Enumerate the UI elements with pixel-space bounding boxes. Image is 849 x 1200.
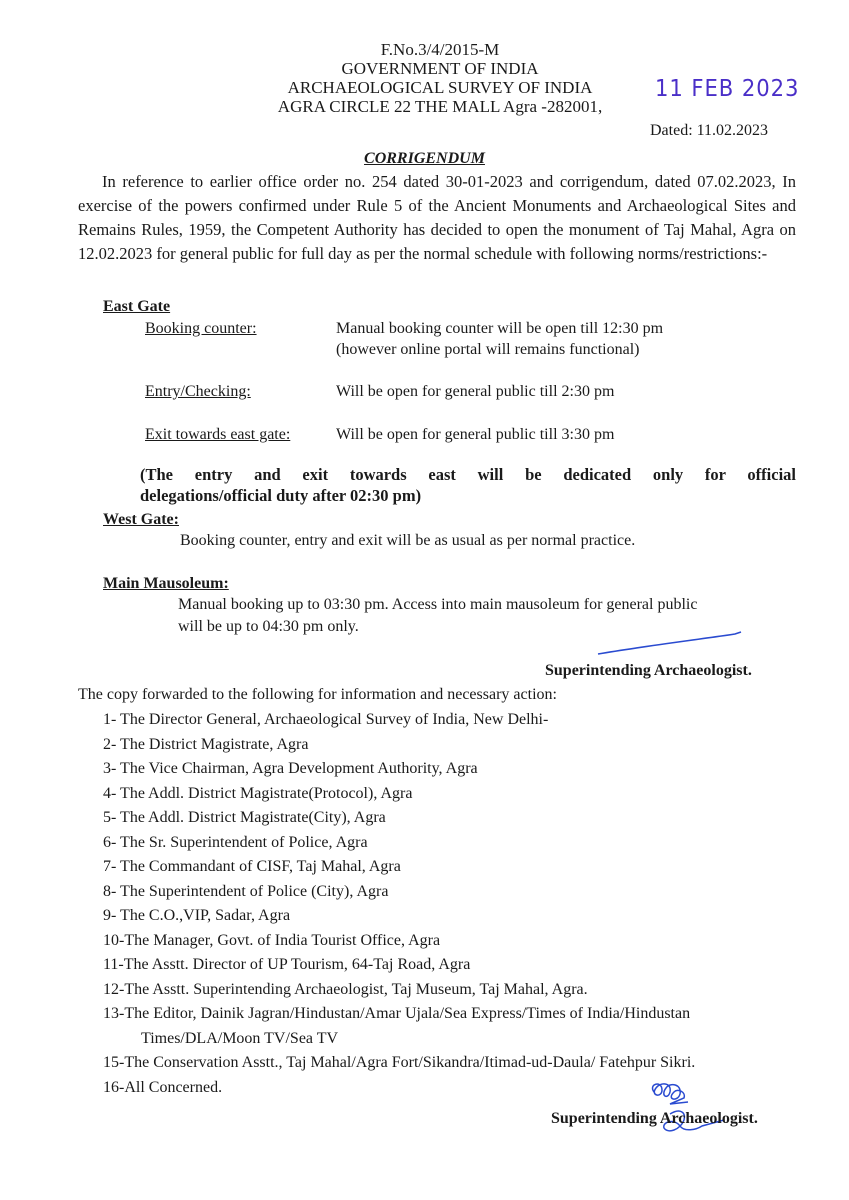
exit-east-gate-value: Will be open for general public till 3:30 pm <box>336 426 615 443</box>
copy-recipients-list <box>103 708 695 1100</box>
dated-line: Dated: 11.02.2023 <box>650 122 769 139</box>
file-number: F.No.3/4/2015-M <box>380 40 500 59</box>
list-item: 10-The Manager, Govt. of India Tourist Office, Agra <box>103 931 441 949</box>
list-item: 5- The Addl. District Magistrate(City), Agra <box>103 809 386 826</box>
list-item: 13-The Editor, Dainik Jagran/Hindustan/Amar Ujala/Sea Express/Times of India/Hindustan <box>103 1005 691 1022</box>
note-line-1: (The entry and exit towards east will be dedicated only for official <box>140 465 796 484</box>
list-item: 16-All Concerned. <box>103 1078 223 1096</box>
office-address: AGRA CIRCLE 22 THE MALL Agra -282001, <box>277 97 603 116</box>
signatory-title-2: Superintending Archaeologist. <box>551 1110 758 1127</box>
intro-paragraph: In reference to earlier office order no. 254 dated 30-01-2023 and corrigendum, dated 07.02.2023, In exercise of the powers confirmed under Rule 5 of the Ancient Monuments and Archaeological Sites and Remains Rules, 1959, the Competent Authority has decided to open the monument of Taj Mahal, Agra on 12.02.2023 for general public for full day as per the normal schedule with following norms/restrictions:- <box>78 172 796 263</box>
signature-stroke-1 <box>595 628 745 658</box>
entry-checking-label: Entry/Checking: <box>145 383 251 400</box>
east-gate-heading: East Gate <box>103 298 171 315</box>
list-item: 6- The Sr. Superintendent of Police, Agra <box>103 833 368 851</box>
signatory-title-1: Superintending Archaeologist. <box>545 662 752 679</box>
booking-counter-label: Booking counter: <box>145 320 257 337</box>
main-mausoleum-line-1: Manual booking up to 03:30 pm. Access into main mausoleum for general public <box>178 596 698 613</box>
exit-east-gate-label: Exit towards east gate: <box>145 426 291 443</box>
east-gate-restriction-note <box>140 464 796 506</box>
main-mausoleum-heading: Main Mausoleum: <box>103 575 229 592</box>
booking-counter-value: Manual booking counter will be open till 12:30 pm <box>336 320 664 337</box>
copy-intro: The copy forwarded to the following for information and necessary action: <box>78 686 557 703</box>
org-name: GOVERNMENT OF INDIA <box>341 59 539 78</box>
note-line-2: delegations/official duty after 02:30 pm) <box>140 486 422 505</box>
list-item: 2- The District Magistrate, Agra <box>103 735 309 753</box>
list-item: 1- The Director General, Archaeological Survey of India, New Delhi- <box>103 711 549 728</box>
west-gate-text: Booking counter, entry and exit will be as usual as per normal practice. <box>180 532 636 549</box>
date-stamp: 11 FEB 2023 <box>655 76 800 102</box>
list-item: 15-The Conservation Asstt., Taj Mahal/Agra Fort/Sikandra/Itimad-ud-Daula/ Fatehpur Sikri. <box>103 1054 696 1071</box>
list-item-continuation: Times/DLA/Moon TV/Sea TV <box>141 1029 339 1047</box>
list-item: 9- The C.O.,VIP, Sadar, Agra <box>103 907 291 924</box>
list-item: 8- The Superintendent of Police (City), Agra <box>103 882 389 900</box>
list-item: 11-The Asstt. Director of UP Tourism, 64-Taj Road, Agra <box>103 956 471 973</box>
list-item: 12-The Asstt. Superintending Archaeologist, Taj Museum, Taj Mahal, Agra. <box>103 980 588 998</box>
list-item: 7- The Commandant of CISF, Taj Mahal, Agra <box>103 858 401 875</box>
letterhead <box>240 40 640 116</box>
entry-checking-value: Will be open for general public till 2:30 pm <box>336 383 615 400</box>
booking-counter-note: (however online portal will remains functional) <box>336 341 640 358</box>
west-gate-heading: West Gate: <box>103 511 179 528</box>
document-title: CORRIGENDUM <box>364 150 485 167</box>
department-name: ARCHAEOLOGICAL SURVEY OF INDIA <box>287 78 593 97</box>
main-mausoleum-line-2: will be up to 04:30 pm only. <box>178 618 359 635</box>
list-item: 4- The Addl. District Magistrate(Protocol), Agra <box>103 784 413 802</box>
list-item: 3- The Vice Chairman, Agra Development Authority, Agra <box>103 760 478 777</box>
